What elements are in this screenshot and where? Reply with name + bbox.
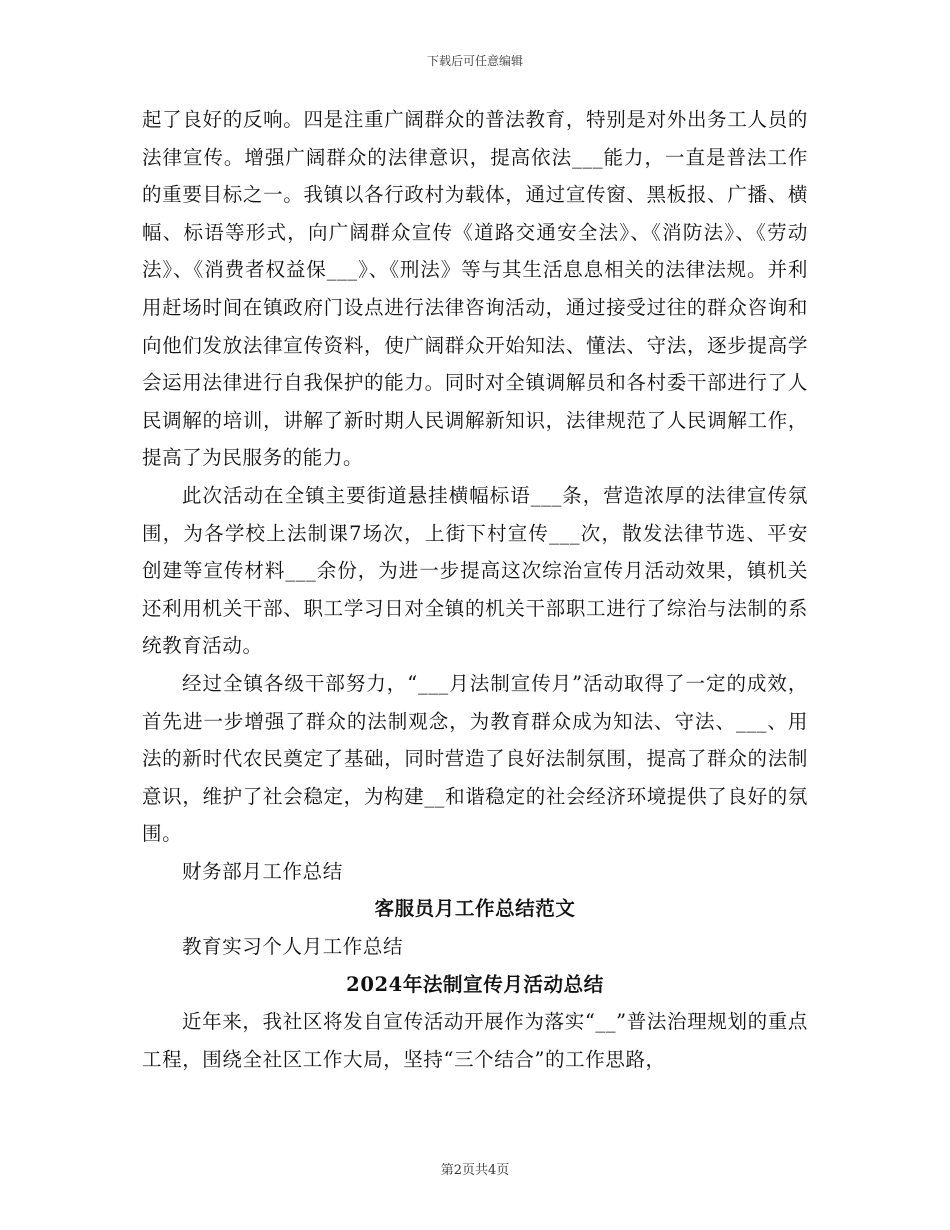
page-header: 下载后可任意编辑 xyxy=(426,54,523,68)
paragraph-4: 财务部月工作总结 xyxy=(182,859,343,883)
section-heading-1: 客服员月工作总结范文 xyxy=(374,897,576,921)
page-number: 第2页共4页 xyxy=(440,1163,510,1178)
section-heading-2: 2024年法制宣传月活动总结 xyxy=(346,972,604,996)
document-body xyxy=(142,101,808,1078)
paragraph-5: 教育实习个人月工作总结 xyxy=(182,935,404,959)
paragraph-2: 此次活动在全镇主要街道悬挂横幅标语___条，营造浓厚的法律宣传氛围，为各学校上法制课7场次，上街下村宣传___次，散发法律节选、平安创建等宣传材料___余份，为进一步提高这次综治宣传月活动效果，镇机关还利用机关干部、职工学习日对全镇的机关干部职工进行了综治与法制的系统教育活动。 xyxy=(142,483,808,658)
paragraph-3: 经过全镇各级干部努力，“___月法制宣传月”活动取得了一定的成效，首先进一步增强了群众的法制观念，为教育群众成为知法、守法、___、用法的新时代农民奠定了基础，同时营造了良好法制氛围，提高了群众的法制意识，维护了社会稳定，为构建__和谐稳定的社会经济环境提供了良好的氛围。 xyxy=(142,671,808,846)
paragraph-1: 起了良好的反响。四是注重广阔群众的普法教育，特别是对外出务工人员的法律宣传。增强广阔群众的法律意识，提高依法___能力，一直是普法工作的重要目标之一。我镇以各行政村为载体，通过宣传窗、黑板报、广播、横幅、标语等形式，向广阔群众宣传《道路交通安全法》、《消防法》、《劳动法》、《消费者权益保___》、《刑法》等与其生活息息相关的法律法规。并利用赶场时间在镇政府门设点进行法律咨询活动，通过接受过往的群众咨询和向他们发放法律宣传资料，使广阔群众开始知法、懂法、守法，逐步提高学会运用法律进行自我保护的能力。同时对全镇调解员和各村委干部进行了人民调解的培训，讲解了新时期人民调解新知识，法律规范了人民调解工作，提高了为民服务的能力。 xyxy=(142,108,808,470)
paragraph-6: 近年来，我社区将发自宣传活动开展作为落实“__”普法治理规划的重点工程，围绕全社区工作大局，坚持“三个结合”的工作思路， xyxy=(142,1010,808,1071)
